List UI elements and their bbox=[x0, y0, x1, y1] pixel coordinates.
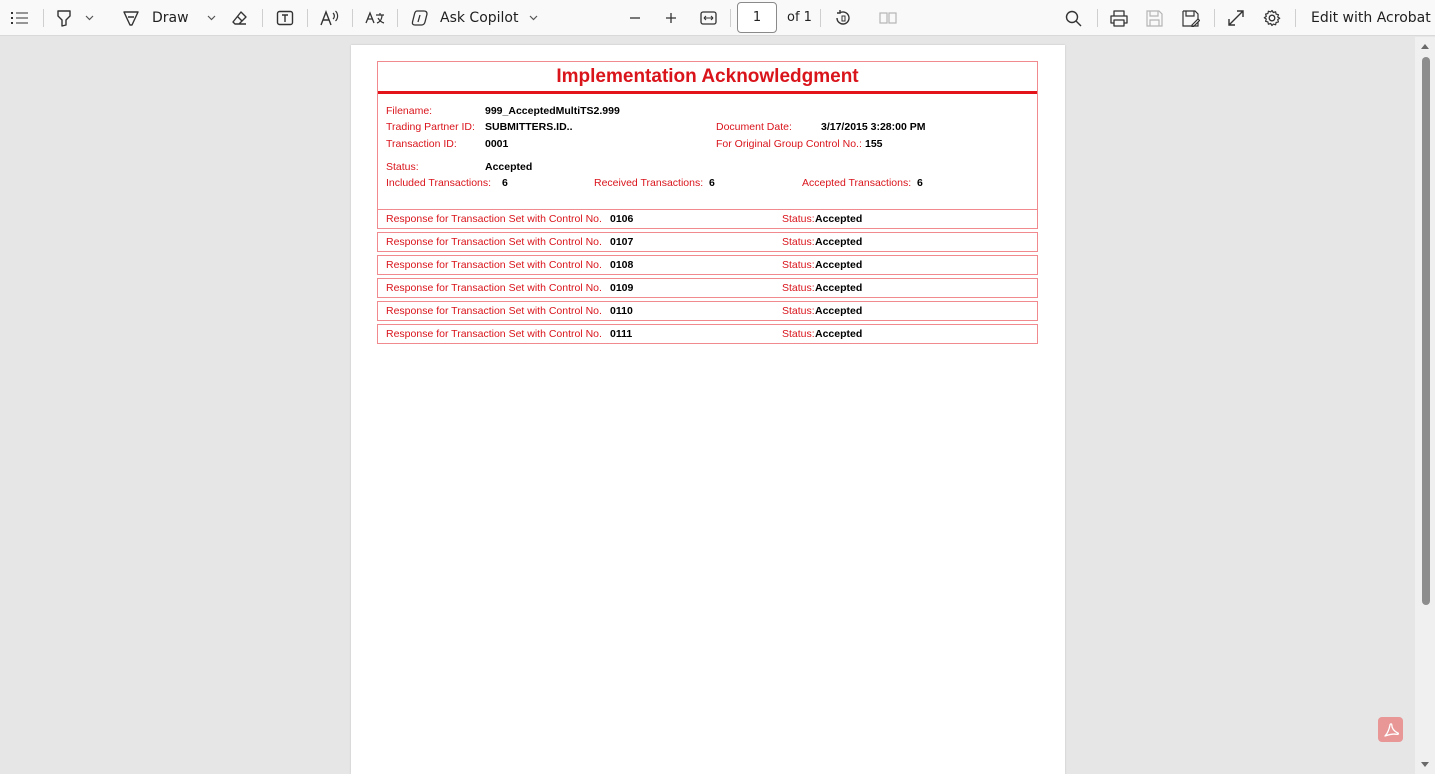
print-icon[interactable] bbox=[1110, 0, 1128, 36]
filename-value: 999_AcceptedMultiTS2.999 bbox=[485, 105, 620, 117]
search-icon[interactable] bbox=[1065, 0, 1082, 36]
scroll-down-arrow[interactable] bbox=[1421, 762, 1429, 767]
scrollbar-thumb[interactable] bbox=[1422, 57, 1430, 605]
contents-icon[interactable] bbox=[11, 0, 29, 36]
toolbar-divider bbox=[307, 9, 308, 27]
draw-icon bbox=[122, 9, 140, 27]
toolbar-divider bbox=[262, 9, 263, 27]
ask-copilot-button[interactable] bbox=[411, 0, 538, 36]
erase-icon[interactable] bbox=[231, 0, 249, 36]
pdf-page bbox=[351, 45, 1065, 774]
highlight-icon bbox=[55, 9, 73, 27]
response-status-label: Status: bbox=[782, 259, 815, 271]
response-row bbox=[377, 255, 1038, 275]
response-status-value: Accepted bbox=[815, 259, 863, 271]
filename-label: Filename: bbox=[386, 105, 433, 117]
received-transactions-value: 6 bbox=[709, 177, 715, 189]
response-status-label: Status: bbox=[782, 282, 815, 294]
response-label: Response for Transaction Set with Control No. bbox=[386, 259, 602, 271]
response-control-number: 0111 bbox=[610, 328, 633, 340]
received-transactions-label: Received Transactions: bbox=[594, 177, 704, 189]
draw-label: Draw bbox=[152, 10, 189, 26]
pdf-toolbar bbox=[0, 0, 1435, 36]
response-row bbox=[377, 209, 1038, 229]
response-status-value: Accepted bbox=[815, 305, 863, 317]
response-status-value: Accepted bbox=[815, 236, 863, 248]
response-control-number: 0110 bbox=[610, 305, 633, 317]
group-control-value: 155 bbox=[865, 138, 883, 150]
included-transactions-value: 6 bbox=[502, 177, 508, 189]
transaction-id-label: Transaction ID: bbox=[386, 138, 457, 150]
accepted-transactions-value: 6 bbox=[917, 177, 923, 189]
response-control-number: 0107 bbox=[610, 236, 634, 248]
response-status-label: Status: bbox=[782, 305, 815, 317]
toolbar-divider bbox=[352, 9, 353, 27]
chevron-down-icon[interactable] bbox=[85, 15, 94, 21]
zoom-out-icon[interactable] bbox=[629, 0, 641, 36]
response-control-number: 0106 bbox=[610, 213, 634, 225]
translate-icon[interactable] bbox=[365, 0, 385, 36]
highlight-button[interactable] bbox=[55, 0, 94, 36]
toolbar-divider bbox=[730, 9, 731, 27]
read-aloud-icon[interactable] bbox=[320, 0, 340, 36]
group-control-label: For Original Group Control No.: bbox=[716, 138, 862, 150]
response-status-value: Accepted bbox=[815, 213, 863, 225]
expand-icon[interactable] bbox=[1228, 0, 1244, 36]
vertical-scrollbar[interactable] bbox=[1415, 37, 1435, 774]
chevron-down-icon[interactable] bbox=[207, 15, 216, 21]
transaction-id-value: 0001 bbox=[485, 138, 509, 150]
response-label: Response for Transaction Set with Control No. bbox=[386, 305, 602, 317]
response-label: Response for Transaction Set with Control No. bbox=[386, 328, 602, 340]
response-label: Response for Transaction Set with Control No. bbox=[386, 282, 602, 294]
fit-width-icon[interactable] bbox=[700, 0, 717, 36]
response-status-label: Status: bbox=[782, 328, 815, 340]
scroll-up-arrow[interactable] bbox=[1421, 44, 1429, 49]
response-control-number: 0109 bbox=[610, 282, 634, 294]
page-count: of 1 bbox=[787, 10, 812, 25]
text-box-icon[interactable] bbox=[276, 0, 294, 36]
response-status-value: Accepted bbox=[815, 282, 863, 294]
acknowledgment-header-box bbox=[377, 61, 1038, 210]
toolbar-divider bbox=[43, 9, 44, 27]
accepted-transactions-label: Accepted Transactions: bbox=[802, 177, 912, 189]
zoom-in-icon[interactable] bbox=[665, 0, 677, 36]
included-transactions-label: Included Transactions: bbox=[386, 177, 492, 189]
status-label: Status: bbox=[386, 161, 419, 173]
response-row bbox=[377, 232, 1038, 252]
save-icon[interactable] bbox=[1146, 0, 1163, 36]
copilot-label: Ask Copilot bbox=[440, 10, 519, 26]
toolbar-divider bbox=[1295, 9, 1296, 27]
response-status-label: Status: bbox=[782, 236, 815, 248]
trading-partner-label: Trading Partner ID: bbox=[386, 121, 475, 133]
toolbar-divider bbox=[1214, 9, 1215, 27]
response-row bbox=[377, 324, 1038, 344]
acrobat-icon[interactable] bbox=[1378, 717, 1403, 742]
document-date-value: 3/17/2015 3:28:00 PM bbox=[821, 121, 926, 133]
save-as-icon[interactable] bbox=[1182, 0, 1200, 36]
edit-with-acrobat-button[interactable] bbox=[1311, 0, 1431, 36]
toolbar-divider bbox=[820, 9, 821, 27]
document-date-label: Document Date: bbox=[716, 121, 792, 133]
toolbar-divider bbox=[1097, 9, 1098, 27]
edit-with-acrobat-label: Edit with Acrobat bbox=[1311, 10, 1431, 26]
page-view-icon[interactable] bbox=[879, 0, 897, 36]
rotate-icon[interactable] bbox=[834, 0, 852, 36]
page-number-input[interactable] bbox=[737, 2, 777, 33]
copilot-icon bbox=[411, 9, 431, 27]
toolbar-divider bbox=[397, 9, 398, 27]
response-label: Response for Transaction Set with Control No. bbox=[386, 236, 602, 248]
response-status-value: Accepted bbox=[815, 328, 863, 340]
response-status-label: Status: bbox=[782, 213, 815, 225]
settings-icon[interactable] bbox=[1263, 0, 1281, 36]
draw-button[interactable] bbox=[122, 0, 216, 36]
response-row bbox=[377, 278, 1038, 298]
response-label: Response for Transaction Set with Control No. bbox=[386, 213, 602, 225]
document-title: Implementation Acknowledgment bbox=[378, 62, 1037, 94]
response-row bbox=[377, 301, 1038, 321]
chevron-down-icon[interactable] bbox=[529, 15, 538, 21]
response-control-number: 0108 bbox=[610, 259, 634, 271]
trading-partner-value: SUBMITTERS.ID.. bbox=[485, 121, 573, 133]
status-value: Accepted bbox=[485, 161, 533, 173]
